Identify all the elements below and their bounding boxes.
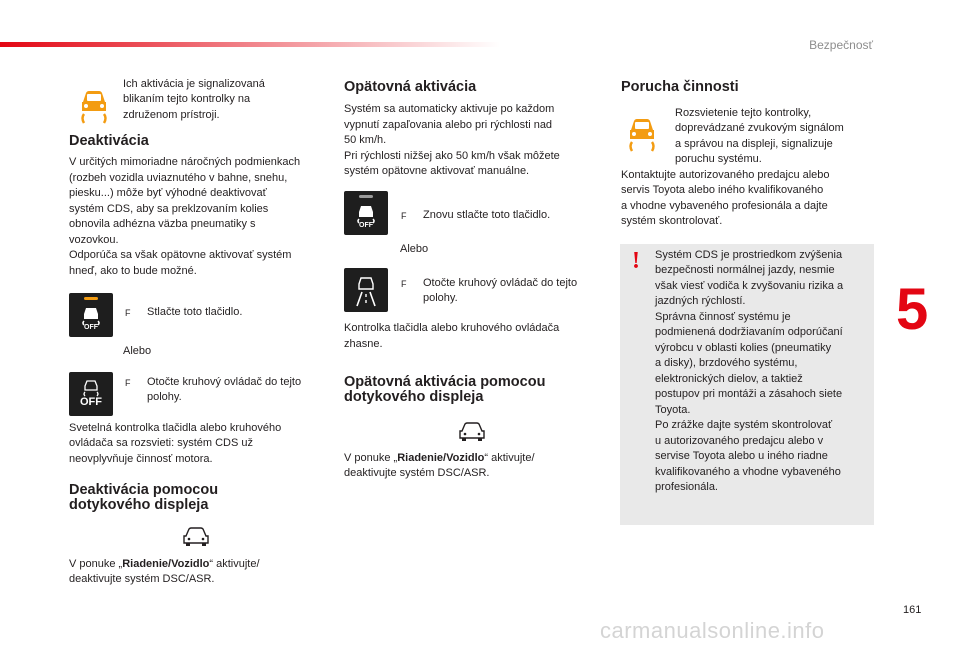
middle-touch-heading-1: Opätovná aktivácia pomocou <box>344 374 546 390</box>
fault-intro-3: a správou na displeji, signalizuje <box>675 138 833 150</box>
left-step-dial-2: polohy. <box>147 391 182 403</box>
left-result-2: ovládača sa rozsvieti: systém CDS už <box>69 437 254 449</box>
left-touch-text-1 <box>69 557 260 573</box>
deactivation-text-5: obnovila adhézna väzba pneumatiky s <box>69 218 256 230</box>
page-number: 161 <box>903 604 922 616</box>
warning-line-12: Po zrážke dajte systém skontrolovať <box>655 419 833 431</box>
left-touch-menu-name: Riadenie/Vozidlo <box>122 558 210 570</box>
fault-intro-2: doprevádzané zvukovým signálom <box>675 122 844 134</box>
fault-text-3: a vhodne vybaveného profesionála a dajte <box>621 200 828 212</box>
left-result-1: Svetelná kontrolka tlačidla alebo kruhového <box>69 422 282 434</box>
warning-line-5: Správna činnosť systému je <box>655 311 791 323</box>
left-touch-text-pre: V ponuke „ <box>69 558 123 570</box>
intro-line-1: Ich aktivácia je signalizovaná <box>123 78 265 90</box>
reactivation-text-2: vypnutí zapaľovania alebo pri rýchlosti nad <box>344 119 553 131</box>
bullet-icon: F <box>401 211 407 221</box>
middle-step-dial-2: polohy. <box>423 292 458 304</box>
vehicle-menu-icon <box>457 421 487 443</box>
esp-off-button-icon <box>344 191 388 235</box>
left-touch-text-post: “ aktivujte/ <box>209 558 260 570</box>
reactivation-text-3: 50 km/h. <box>344 134 387 146</box>
middle-or-label: Alebo <box>400 243 429 255</box>
warning-line-15: kvalifikovaného a vhodne vybaveného <box>655 466 841 478</box>
warning-line-9: elektronických dielov, a taktiež <box>655 373 803 385</box>
middle-touch-text-2: deaktivujte systém DSC/ASR. <box>344 467 490 479</box>
fault-heading: Poruchа činnosti <box>621 79 739 95</box>
bullet-icon: F <box>401 279 407 289</box>
left-or-label: Alebo <box>123 345 152 357</box>
fault-intro-4: poruchu systému. <box>675 153 762 165</box>
middle-touch-text-pre: V ponuke „ <box>344 452 398 464</box>
reactivation-heading: Opätovná aktivácia <box>344 79 477 95</box>
warning-line-10: postupov pri montáži a zásahoch siete <box>655 388 843 400</box>
vehicle-menu-icon <box>181 526 211 548</box>
middle-touch-text-post: “ aktivujte/ <box>484 452 535 464</box>
middle-step-dial-1: Otočte kruhový ovládač do tejto <box>423 277 578 289</box>
left-result-3: neovplyvňuje činnosť motora. <box>69 453 213 465</box>
warning-line-2: bezpečnosti normálnej jazdy, nesmie <box>655 264 835 276</box>
middle-result-2: zhasne. <box>344 338 383 350</box>
bullet-icon: F <box>125 308 131 318</box>
off-label: OFF <box>359 222 373 229</box>
off-label: OFF <box>80 396 102 408</box>
deactivation-heading: Deaktivácia <box>69 133 149 149</box>
warning-line-4: jazdných rýchlostí. <box>655 295 746 307</box>
dial-on-icon <box>344 268 388 312</box>
reactivation-text-1: Systém sa automaticky aktivuje po každom <box>344 103 555 115</box>
warning-exclamation-icon: ! <box>632 248 640 274</box>
warning-line-1: Systém CDS je prostriedkom zvýšenia <box>655 249 843 261</box>
header-accent-bar <box>0 42 500 47</box>
deactivation-text-6: vozovkou. <box>69 234 119 246</box>
skid-warning-icon <box>621 112 663 154</box>
chapter-number: 5 <box>896 277 929 342</box>
deactivation-text-1: V určitých mimoriadne náročných podmienkach <box>69 156 301 168</box>
left-touch-heading-1: Deaktivácia pomocou <box>69 482 219 498</box>
middle-touch-text-1 <box>344 451 535 467</box>
left-touch-text-2: deaktivujte systém DSC/ASR. <box>69 573 215 585</box>
skid-warning-icon <box>73 84 115 126</box>
warning-line-3: však viesť vodiča k zvyšovaniu rizika a <box>655 280 844 292</box>
watermark: carmanualsonline.info <box>600 618 825 643</box>
dial-off-icon <box>69 372 113 416</box>
warning-line-7: výrobcu v oblasti kolies (pneumatiky <box>655 342 832 354</box>
warning-line-13: u autorizovaného predajcu alebo v <box>655 435 824 447</box>
left-step-dial-1: Otočte kruhový ovládač do tejto <box>147 376 302 388</box>
deactivation-text-3: piesku...) môže byť výhodné deaktivovať <box>69 187 267 199</box>
section-title: Bezpečnosť <box>809 38 873 52</box>
middle-result-1: Kontrolka tlačidla alebo kruhového ovládača <box>344 322 560 334</box>
fault-text-2: servis Toyota alebo iného kvalifikovaného <box>621 184 824 196</box>
reactivation-text-5: systém opätovne aktivovať manuálne. <box>344 165 530 177</box>
intro-line-2: blikaním tejto kontrolky na <box>123 93 251 105</box>
esp-off-button-icon <box>69 293 113 337</box>
warning-line-14: servise Toyota alebo u iného riadne <box>655 450 828 462</box>
fault-intro-1: Rozsvietenie tejto kontrolky, <box>675 107 812 119</box>
intro-line-3: združenom prístroji. <box>123 109 220 121</box>
warning-line-11: Toyota. <box>655 404 691 416</box>
deactivation-text-8: hneď, ako to bude možné. <box>69 265 197 277</box>
deactivation-text-2: (rozbeh vozidla uviaznutého v bahne, snehu, <box>69 172 288 184</box>
left-step-press: Stlačte toto tlačidlo. <box>147 306 243 318</box>
middle-touch-heading-2: dotykového displeja <box>344 389 484 405</box>
off-label: OFF <box>84 324 98 331</box>
middle-step-press: Znovu stlačte toto tlačidlo. <box>423 209 551 221</box>
deactivation-text-4: systém CDS, aby sa preklzovaním kolies <box>69 203 269 215</box>
left-touch-heading-2: dotykového displeja <box>69 497 209 513</box>
bullet-icon: F <box>125 378 131 388</box>
middle-touch-menu-name: Riadenie/Vozidlo <box>397 452 485 464</box>
warning-line-6: podmienená dodržiavaním odporúčaní <box>655 326 843 338</box>
reactivation-text-4: Pri rýchlosti nižšej ako 50 km/h však môžete <box>344 150 560 162</box>
fault-text-1: Kontaktujte autorizovaného predajcu alebo <box>621 169 830 181</box>
warning-line-16: profesionála. <box>655 481 718 493</box>
deactivation-text-7: Odporúča sa však opätovne aktivovať systém <box>69 249 292 261</box>
warning-line-8: a disky), brzdového systému, <box>655 357 798 369</box>
fault-text-4: systém skontrolovať. <box>621 215 723 227</box>
